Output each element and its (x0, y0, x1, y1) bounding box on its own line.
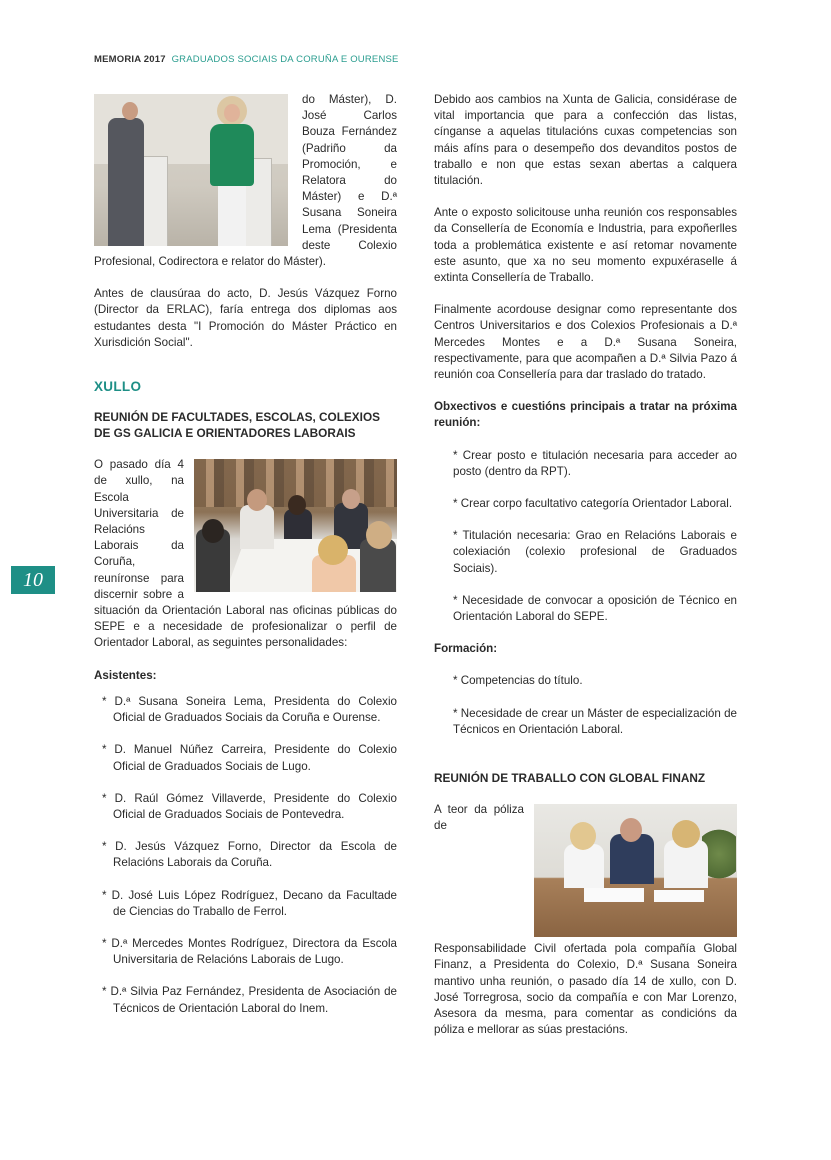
objectives-list (434, 448, 737, 626)
right-column (434, 92, 737, 1054)
global-finanz-photo (534, 804, 737, 937)
right-paragraph-2: Ante o exposto solicitouse unha reunión cos responsables da Consellería de Economía e Industria, para expoñerlles toda a problemática existente e así retomar novamente este asunto, que xa no seu momento expuxéraselle á extinta Consellería de Traballo. (434, 206, 737, 285)
page-number-badge: 10 (11, 566, 55, 594)
list-item: * D. Manuel Núñez Carreira, Presidente do Colexio Oficial de Graduados Sociais de Lugo. (102, 743, 397, 773)
formacion-label: Formación: (434, 642, 498, 656)
formacion-list (434, 673, 737, 738)
list-item: * D. Jesús Vázquez Forno, Director da Escola de Relacións Laborais da Coruña. (102, 840, 397, 870)
list-item: * Necesidade de convocar a oposición de Técnico en Orientación Laboral do SEPE. (453, 593, 737, 624)
intro-paragraph: do Máster), D. José Carlos Bouza Fernández (Padriño da Promoción, e Relatora do Máster) e D.ª Susana Soneira Lema (Presidenta deste Colexio Profesional, Codirectora e relator do Máster). (94, 93, 397, 269)
global-finanz-paragraph: A teor da póliza de Responsabilidade Civil ofertada pola compañía Global Finanz, a Presidenta do Colexio, D.ª Susana Soneira mantivo unha reunión, o pasado día 14 de xullo, con D. José Torregrosa, socio da compañía e con Mar Lorenzo, Asesora da mesma, para comentar as condicións da póliza e mellorar as súas prestacións. (434, 803, 737, 1037)
closing-paragraph: Antes de clausúraa do acto, D. Jesús Vázquez Forno (Director da ERLAC), faría entrega dos diplomas aos estudantes desta "I Promoción do Máster Práctico en Xurisdición Social". (94, 287, 397, 349)
page-header (94, 54, 399, 65)
list-item: * Crear corpo facultativo categoría Orientador Laboral. (453, 497, 733, 511)
right-paragraph-3: Finalmente acordouse designar como representante dos Centros Universitarios e dos Colexios Profesionais a D.ª Mercedes Montes e a D.ª Susana Soneira, respectivamente, para que acompañen a D.ª Silvia Pazo á reunión coa Consellería para dar traslado do tratado. (434, 303, 737, 382)
list-item: * Necesidade de crear un Máster de especialización de Técnicos en Orientación Laboral. (453, 706, 737, 736)
list-item: * D. José Luis López Rodríguez, Decano da Facultade de Ciencias do Traballo de Ferrol. (102, 888, 397, 918)
subsection-title-meeting: REUNIÓN DE FACULTADES, ESCOLAS, COLEXIOS DE GS GALICIA E ORIENTADORES LABORAIS (94, 410, 380, 441)
section-title-xullo: XULLO (94, 379, 142, 395)
left-column (94, 92, 397, 1033)
meeting-photo (194, 459, 397, 592)
list-item: * D.ª Susana Soneira Lema, Presidenta do Colexio Oficial de Graduados Sociais da Coruña e Ourense. (102, 694, 397, 725)
list-item: * Crear posto e titulación necesaria para acceder ao posto (dentro da RPT). (453, 448, 737, 478)
attendees-label: Asistentes: (94, 668, 157, 682)
list-item: * Titulación necesaria: Grao en Relacións Laborais e colexiación (colexio profesional de Graduados Sociais). (453, 529, 737, 575)
list-item: * D. Raúl Gómez Villaverde, Presidente do Colexio Oficial de Graduados Sociais de Pontevedra. (102, 791, 397, 821)
attendees-list (94, 694, 397, 1017)
right-paragraph-1: Debido aos cambios na Xunta de Galicia, considérase de vital importancia que para a confección das listas, cínganse a aquelas titulacións cuxas competencias son máis afíns para o desempeño dos devanditos postos de traballo e non que estas sexan abertas a calquera titulación. (434, 93, 737, 188)
list-item: * D.ª Mercedes Montes Rodríguez, Directora da Escola Universitaria de Relacións Laborais de Lugo. (102, 936, 397, 967)
list-item: * D.ª Silvia Paz Fernández, Presidenta de Asociación de Técnicos de Orientación Laboral do Inem. (102, 985, 397, 1015)
header-title: GRADUADOS SOCIAIS DA CORUÑA E OURENSE (171, 54, 399, 65)
objectives-label: Obxectivos e cuestións principais a tratar na próxima reunión: (434, 400, 737, 430)
lecture-photo (94, 94, 288, 246)
list-item: * Competencias do título. (453, 674, 583, 688)
header-label: MEMORIA 2017 (94, 54, 166, 65)
subsection-title-global-finanz: REUNIÓN DE TRABALLO CON GLOBAL FINANZ (434, 771, 706, 786)
meeting-paragraph: O pasado día 4 de xullo, na Escola Universitaria de Relacións Laborais da Coruña, reuníronse para discernir sobre a situación da Orientación Laboral nas oficinas públicas do SEPE e a necesidade de profesionalizar o perfil de Orientador Laboral, as seguintes personalidades: (94, 458, 397, 650)
